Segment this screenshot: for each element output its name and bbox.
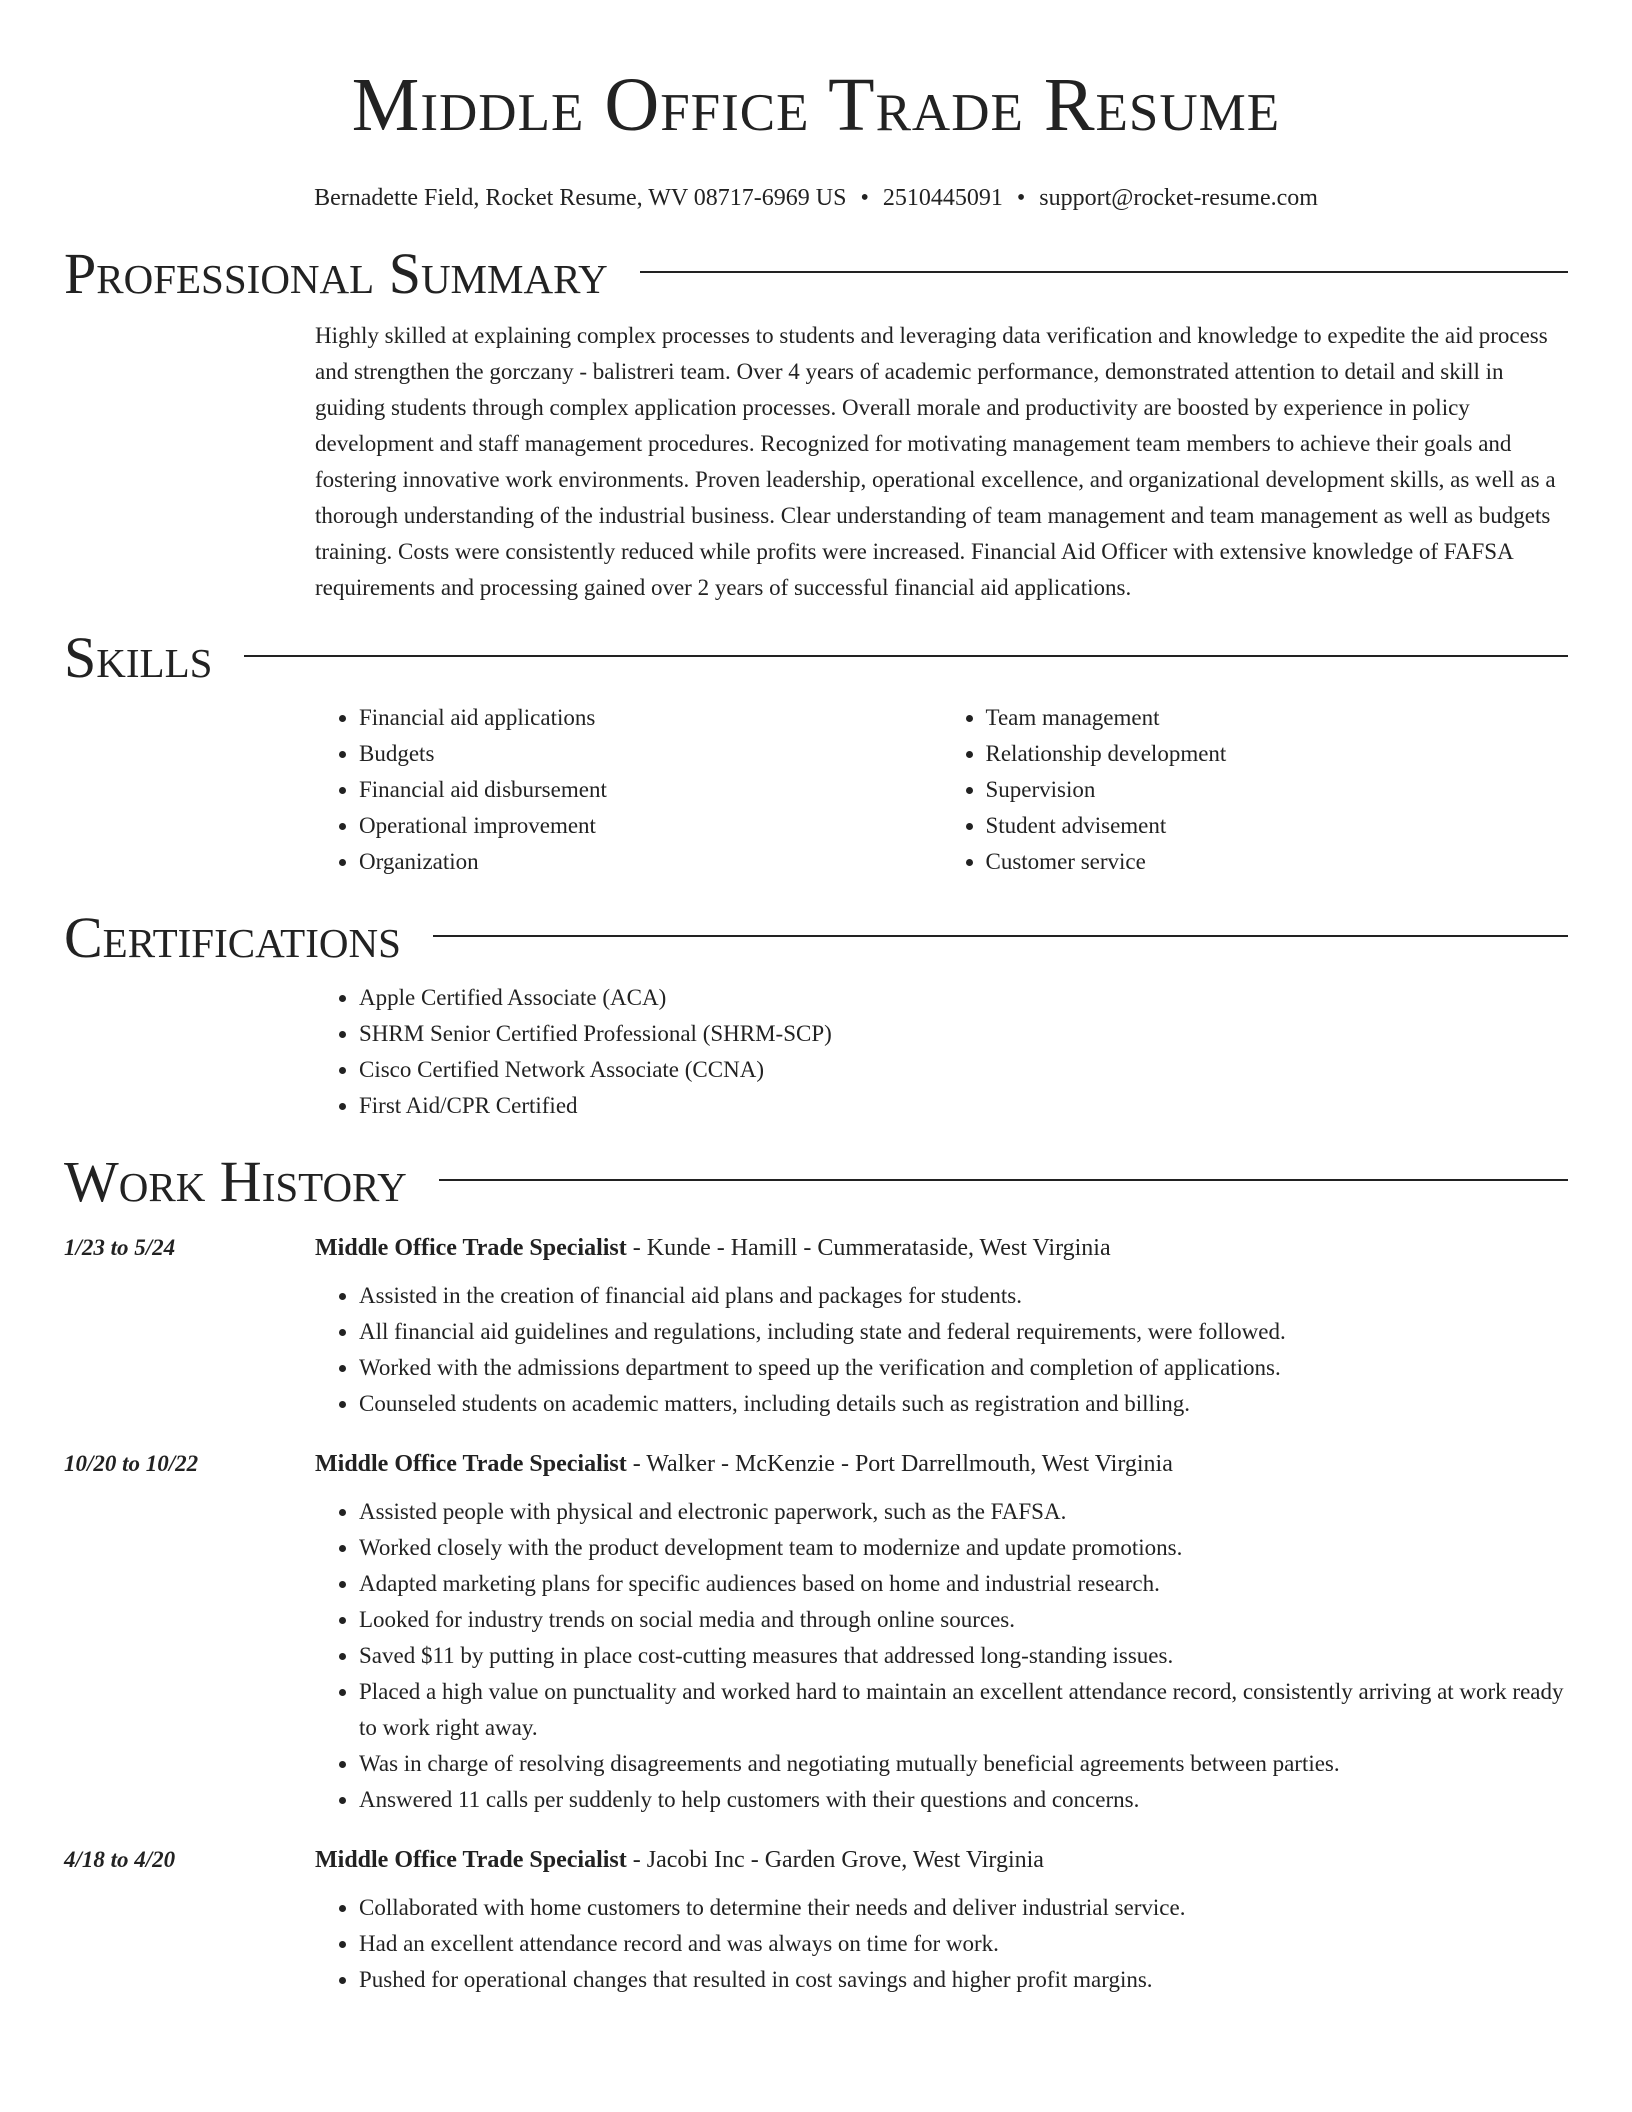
job-details — [315, 1842, 1568, 1998]
skill-item: • Team management — [986, 700, 1569, 736]
certifications-list — [315, 980, 1568, 1124]
job-employer: - Jacobi Inc - Garden Grove, West Virginia — [626, 1847, 1044, 1873]
certifications-list-wrap — [315, 980, 1568, 1124]
job-employer: - Walker - McKenzie - Port Darrellmouth, West Virginia — [626, 1451, 1173, 1477]
job-bullets — [315, 1494, 1568, 1818]
certifications-heading: Certifications — [64, 905, 401, 970]
job-heading — [315, 1842, 1568, 1878]
summary-text: Highly skilled at explaining complex processes to students and leveraging data verification and knowledge to expedite the aid process and strengthen the gorczany - balistreri team. Over 4 years of academic performance, demonstrated attention to detail and skill in guiding students through complex application processes. Overall morale and productivity are boosted by experience in policy development and staff management procedures. Recognized for motivating management team members to achieve their goals and fostering innovative work environments. Proven leadership, operational excellence, and organizational development skills, as well as a thorough understanding of the industrial business. Clear understanding of team management and team management as well as budgets training. Costs were consistently reduced while profits were increased. Financial Aid Officer with extensive knowledge of FAFSA requirements and processing gained over 2 years of successful financial aid applications. — [315, 323, 1556, 600]
work-history-list — [64, 1230, 1568, 1998]
skills-section-header — [64, 626, 1568, 690]
section-divider — [640, 271, 1568, 273]
job-entry — [64, 1446, 1568, 1818]
job-bullets — [315, 1278, 1568, 1422]
skills-grid — [315, 700, 1568, 880]
job-employer: - Kunde - Hamill - Cummerataside, West Virginia — [626, 1235, 1111, 1261]
section-divider — [244, 655, 1568, 657]
job-dates: 1/23 to 5/24 — [64, 1235, 176, 1260]
skill-item: • Student advisement — [986, 808, 1569, 844]
job-bullet: • Looked for industry trends on social media and through online sources. — [359, 1602, 1568, 1638]
job-bullet: • Assisted in the creation of financial aid plans and packages for students. — [359, 1278, 1568, 1314]
job-title: Middle Office Trade Specialist — [315, 1235, 627, 1261]
job-dates: 4/18 to 4/20 — [64, 1847, 176, 1872]
skill-item: • Organization — [359, 844, 942, 880]
section-divider — [439, 1179, 1568, 1181]
job-details — [315, 1446, 1568, 1818]
summary-heading: Professional Summary — [64, 241, 608, 306]
job-entry — [64, 1230, 1568, 1422]
contact-separator: • — [860, 185, 869, 211]
job-bullet: • Assisted people with physical and electronic paperwork, such as the FAFSA. — [359, 1494, 1568, 1530]
resume-title: Middle Office Trade Resume — [351, 63, 1281, 147]
skill-item: • Customer service — [986, 844, 1569, 880]
job-bullet: • Pushed for operational changes that resulted in cost savings and higher profit margins. — [359, 1962, 1568, 1998]
job-bullet: • Was in charge of resolving disagreements and negotiating mutually beneficial agreements between parties. — [359, 1746, 1568, 1782]
job-bullet: • Placed a high value on punctuality and worked hard to maintain an excellent attendance record, consistently arriving at work ready to work right away. — [359, 1674, 1568, 1746]
skills-list-left — [315, 700, 942, 880]
skill-item: • Budgets — [359, 736, 942, 772]
job-details — [315, 1230, 1568, 1422]
section-divider — [433, 935, 1568, 937]
certification-item: • Cisco Certified Network Associate (CCNA) — [359, 1052, 1568, 1088]
certifications-section-header — [64, 906, 1568, 970]
contact-phone: 2510445091 — [882, 185, 1003, 211]
job-title: Middle Office Trade Specialist — [315, 1451, 627, 1477]
skill-item: • Operational improvement — [359, 808, 942, 844]
job-bullet: • Worked closely with the product development team to modernize and update promotions. — [359, 1530, 1568, 1566]
job-bullet: • Worked with the admissions department to speed up the verification and completion of applications. — [359, 1350, 1568, 1386]
skills-heading: Skills — [64, 625, 213, 690]
job-bullet: • Had an excellent attendance record and was always on time for work. — [359, 1926, 1568, 1962]
job-bullet: • Saved $11 by putting in place cost-cutting measures that addressed long-standing issues. — [359, 1638, 1568, 1674]
job-heading — [315, 1230, 1568, 1266]
work-history-heading: Work History — [64, 1149, 407, 1214]
job-bullet: • All financial aid guidelines and regulations, including state and federal requirements, were followed. — [359, 1314, 1568, 1350]
job-heading — [315, 1446, 1568, 1482]
contact-separator: • — [1016, 185, 1026, 211]
job-entry — [64, 1842, 1568, 1998]
certification-item: • First Aid/CPR Certified — [359, 1088, 1568, 1124]
job-bullet: • Collaborated with home customers to determine their needs and deliver industrial service. — [359, 1890, 1568, 1926]
job-bullet: • Answered 11 calls per suddenly to help customers with their questions and concerns. — [359, 1782, 1568, 1818]
job-title: Middle Office Trade Specialist — [315, 1847, 627, 1873]
skill-item: • Financial aid disbursement — [359, 772, 942, 808]
summary-section-header — [64, 242, 1568, 306]
work-history-section-header — [64, 1150, 1568, 1214]
certification-item: • SHRM Senior Certified Professional (SHRM-SCP) — [359, 1016, 1568, 1052]
job-bullet: • Counseled students on academic matters, including details such as registration and billing. — [359, 1386, 1568, 1422]
certification-item: • Apple Certified Associate (ACA) — [359, 980, 1568, 1016]
contact-email: support@rocket-resume.com — [1039, 185, 1318, 211]
job-bullets — [315, 1890, 1568, 1998]
skill-item: • Financial aid applications — [359, 700, 942, 736]
skill-item: • Supervision — [986, 772, 1569, 808]
contact-address: Bernadette Field, Rocket Resume, WV 08717-6969 US — [314, 185, 847, 211]
contact-line — [64, 182, 1568, 214]
skill-item: • Relationship development — [986, 736, 1569, 772]
skills-list-right — [942, 700, 1569, 880]
job-dates: 10/20 to 10/22 — [64, 1451, 199, 1476]
job-bullet: • Adapted marketing plans for specific audiences based on home and industrial research. — [359, 1566, 1568, 1602]
